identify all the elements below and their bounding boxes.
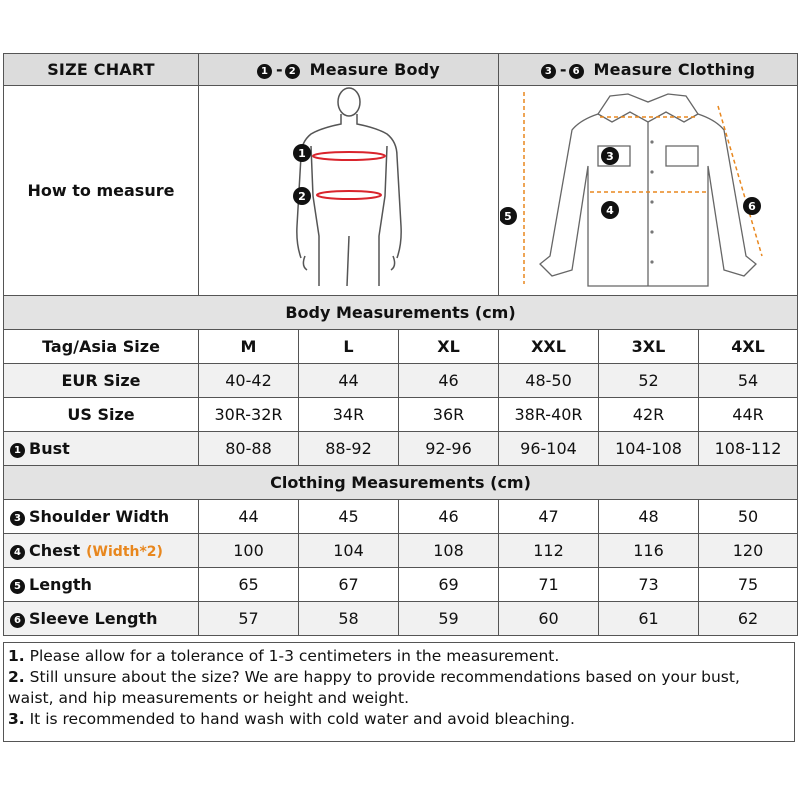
chest-cell: 112 <box>499 534 599 568</box>
num-badge-1: 1 <box>257 64 272 79</box>
us-cell: 36R <box>399 398 499 432</box>
size-cell: 3XL <box>599 330 699 364</box>
size-cell: XXL <box>499 330 599 364</box>
tag-size-label: Tag/Asia Size <box>4 330 199 364</box>
shirt-label-4: 4 <box>605 204 614 217</box>
sleeve-cell: 60 <box>499 602 599 636</box>
shirt-label-6: 6 <box>747 200 756 213</box>
num-badge-2: 2 <box>285 64 300 79</box>
body-section-row <box>4 296 798 330</box>
body-label-1: 1 <box>297 147 306 160</box>
note-1: 1. Please allow for a tolerance of 1-3 centimeters in the measurement. <box>8 647 560 665</box>
how-to-measure-label: How to measure <box>4 86 199 296</box>
length-cell: 71 <box>499 568 599 602</box>
eur-size-row <box>4 364 798 398</box>
notes-box <box>3 642 795 742</box>
num-badge-6: 6 <box>569 64 584 79</box>
sleeve-row <box>4 602 798 636</box>
shoulder-cell: 48 <box>599 500 699 534</box>
shirt-label-3: 3 <box>605 150 614 163</box>
length-cell: 67 <box>299 568 399 602</box>
eur-cell: 44 <box>299 364 399 398</box>
size-table <box>3 53 798 636</box>
shoulder-label: 3 Shoulder Width <box>4 500 199 534</box>
diagram-row <box>4 86 798 296</box>
size-chart <box>3 53 797 743</box>
shoulder-row <box>4 500 798 534</box>
bust-cell: 108-112 <box>699 432 798 466</box>
shoulder-cell: 45 <box>299 500 399 534</box>
eur-cell: 52 <box>599 364 699 398</box>
shoulder-cell: 46 <box>399 500 499 534</box>
num-badge-3: 3 <box>10 511 25 526</box>
tag-size-row <box>4 330 798 364</box>
size-cell: M <box>199 330 299 364</box>
length-cell: 69 <box>399 568 499 602</box>
bust-row <box>4 432 798 466</box>
body-section-title: Body Measurements (cm) <box>4 296 798 330</box>
sleeve-label: 6 Sleeve Length <box>4 602 199 636</box>
chest-row <box>4 534 798 568</box>
note-3: 3. It is recommended to hand wash with cold water and avoid bleaching. <box>8 710 575 728</box>
shoulder-cell: 50 <box>699 500 798 534</box>
us-cell: 34R <box>299 398 399 432</box>
length-label: 5 Length <box>4 568 199 602</box>
us-cell: 42R <box>599 398 699 432</box>
body-label-2: 2 <box>297 190 306 203</box>
length-cell: 65 <box>199 568 299 602</box>
measure-clothing-header: 3 - 6 Measure Clothing <box>499 54 798 86</box>
us-cell: 38R-40R <box>499 398 599 432</box>
note-2: 2. Still unsure about the size? We are happy to provide recommendations based on your bust, waist, and hip measurements or height and weight. <box>8 668 740 707</box>
chest-cell: 104 <box>299 534 399 568</box>
chest-label: 4 Chest (Width*2) <box>4 534 199 568</box>
size-cell: L <box>299 330 399 364</box>
us-size-row <box>4 398 798 432</box>
shoulder-cell: 47 <box>499 500 599 534</box>
length-cell: 73 <box>599 568 699 602</box>
length-row <box>4 568 798 602</box>
sleeve-cell: 59 <box>399 602 499 636</box>
shirt-diagram <box>499 86 798 296</box>
clothing-section-title: Clothing Measurements (cm) <box>4 466 798 500</box>
bust-cell: 80-88 <box>199 432 299 466</box>
bust-cell: 96-104 <box>499 432 599 466</box>
bust-cell: 88-92 <box>299 432 399 466</box>
measure-body-header: 1 - 2 Measure Body <box>199 54 499 86</box>
eur-cell: 46 <box>399 364 499 398</box>
sleeve-cell: 57 <box>199 602 299 636</box>
waist-line <box>317 191 381 199</box>
length-cell: 75 <box>699 568 798 602</box>
bust-label: 1 Bust <box>4 432 199 466</box>
sleeve-cell: 58 <box>299 602 399 636</box>
eur-cell: 48-50 <box>499 364 599 398</box>
chest-cell: 116 <box>599 534 699 568</box>
body-figure-icon <box>201 86 497 291</box>
bust-line <box>313 152 385 160</box>
sleeve-cell: 61 <box>599 602 699 636</box>
num-badge-5: 5 <box>10 579 25 594</box>
us-size-label: US Size <box>4 398 199 432</box>
shoulder-cell: 44 <box>199 500 299 534</box>
eur-cell: 40-42 <box>199 364 299 398</box>
chest-width-note: (Width*2) <box>86 544 163 560</box>
clothing-section-row <box>4 466 798 500</box>
eur-size-label: EUR Size <box>4 364 199 398</box>
num-badge-4: 4 <box>10 545 25 560</box>
body-diagram <box>199 86 499 296</box>
size-cell: 4XL <box>699 330 798 364</box>
us-cell: 44R <box>699 398 798 432</box>
size-cell: XL <box>399 330 499 364</box>
chart-title: SIZE CHART <box>4 54 199 86</box>
chest-cell: 100 <box>199 534 299 568</box>
chest-cell: 120 <box>699 534 798 568</box>
num-badge-3: 3 <box>541 64 556 79</box>
num-badge-6: 6 <box>10 613 25 628</box>
sleeve-cell: 62 <box>699 602 798 636</box>
eur-cell: 54 <box>699 364 798 398</box>
num-badge-1: 1 <box>10 443 25 458</box>
shirt-label-5: 5 <box>503 210 512 223</box>
bust-cell: 92-96 <box>399 432 499 466</box>
shirt-figure-icon <box>500 86 797 291</box>
header-row <box>4 54 798 86</box>
sleeve-line <box>718 106 762 256</box>
bust-cell: 104-108 <box>599 432 699 466</box>
us-cell: 30R-32R <box>199 398 299 432</box>
chest-cell: 108 <box>399 534 499 568</box>
